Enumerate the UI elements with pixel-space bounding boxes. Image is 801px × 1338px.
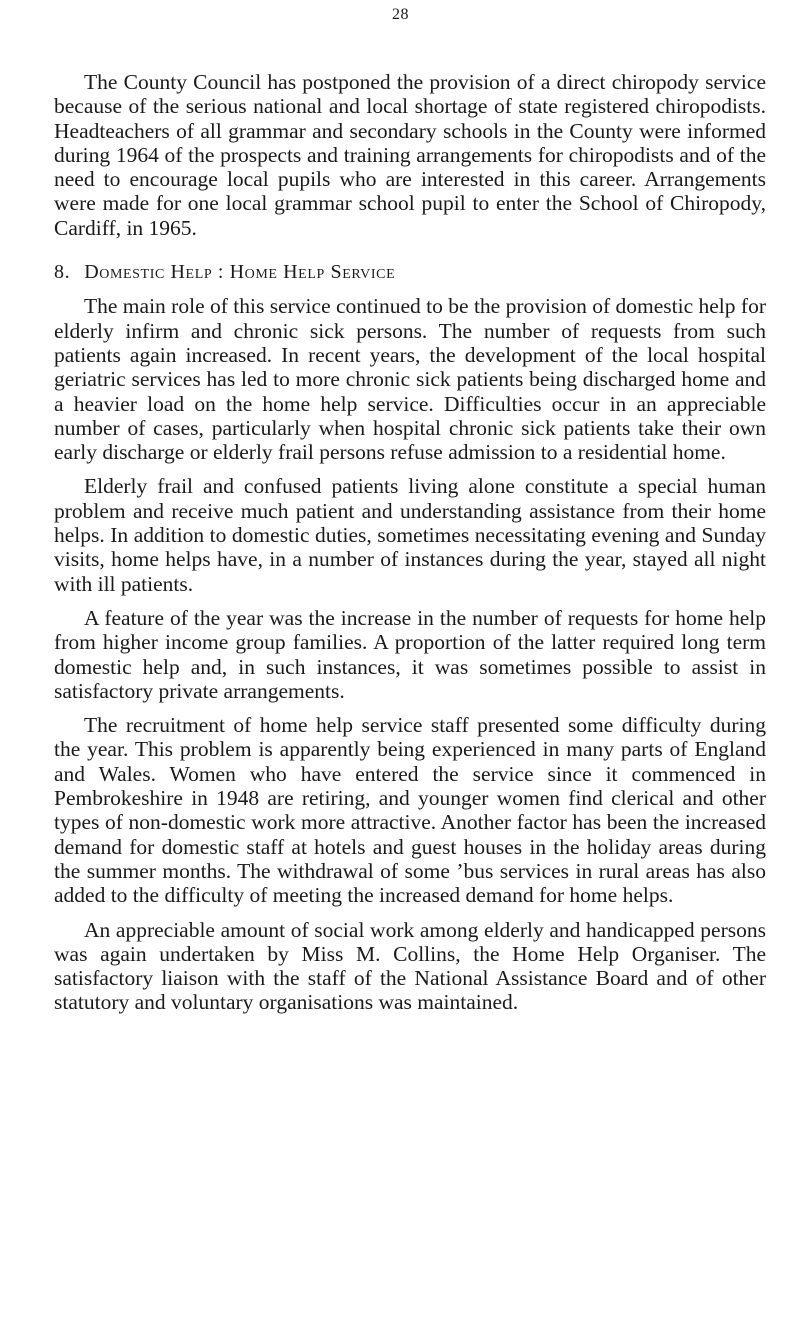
paragraph-social-work: An appreciable amount of social work among elderly and handicapped persons was again undertaken by Miss M. Collins, the Home Help Organiser. The satisfactory liaison with the staff of the National Assistance Board and of other statutory and voluntary organisations was maintained. [54, 917, 766, 1015]
paragraph-recruitment: The recruitment of home help service staff presented some difficulty during the year. This problem is apparently being experienced in many parts of England and Wales. Women who have entered the service since it commenced in Pembrokeshire in 1948 are retiring, and younger women find clerical and other types of non-domestic work more attractive. Another factor has been the increased demand for domestic staff at hotels and guest houses in the holiday areas during the summer months. The withdrawal of some ’bus services in rural areas has also added to the difficulty of meeting the increased demand for home helps. [54, 713, 766, 908]
paragraph-main-role: The main role of this service continued to be the provision of domestic help for elderly infirm and chronic sick persons. The number of requests from such patients again increased. In recent years, the development of the local hospital geriatric services has led to more chronic sick patients being discharged home and a heavier load on the home help service. Difficulties occur in an appreciable number of cases, particularly when hospital chronic sick patients take their own early discharge or elderly frail persons refuse admission to a residential home. [54, 294, 766, 465]
paragraph-elderly-frail: Elderly frail and confused patients living alone constitute a special human problem and receive much patient and understanding assistance from their home helps. In addition to domestic duties, sometimes necessitating evening and Sunday visits, home helps have, in a number of instances during the year, stayed all night with ill patients. [54, 474, 766, 596]
section-number: 8. [54, 261, 71, 284]
section-heading [54, 260, 766, 284]
paragraph-higher-income: A feature of the year was the increase in the number of requests for home help from higher income group families. A proportion of the latter required long term domestic help and, in such instances, it was sometimes possible to assist in satisfactory private arrangements. [54, 605, 766, 703]
paragraph-chiropody: The County Council has postponed the provision of a direct chiropody service because of the serious national and local shortage of state registered chiropodists. Headteachers of all grammar and secondary schools in the County were informed during 1964 of the prospects and training arrangements for chiropodists and of the need to encourage local pupils who are interested in this career. Arrangements were made for one local grammar school pupil to enter the School of Chiropody, Cardiff, in 1965. [54, 70, 766, 240]
body-text [54, 70, 766, 1025]
page-number: 28 [392, 6, 409, 23]
section-title: Domestic Help : Home Help Service [84, 261, 396, 284]
